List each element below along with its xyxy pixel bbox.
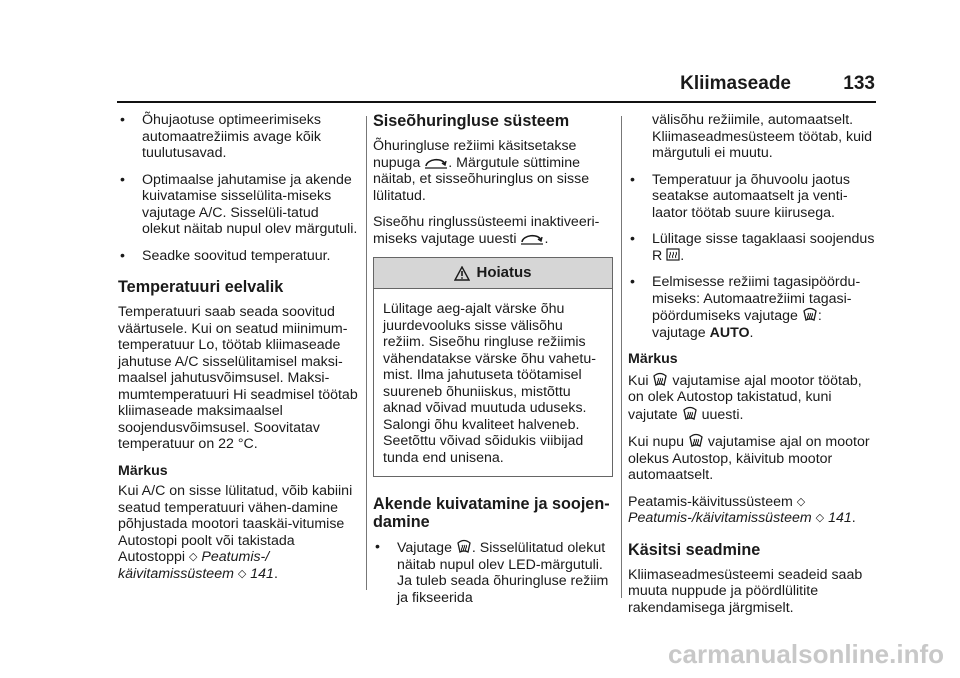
note-label: Märkus xyxy=(118,462,168,479)
defrost-icon xyxy=(682,406,698,422)
cross-reference: Peatamis-käivitussüsteem ◇ Peatumis-/käivitamissüsteem ◇ 141. xyxy=(628,493,856,526)
list-item: • Seadke soovitud temperatuur. xyxy=(120,247,331,264)
column-divider xyxy=(621,116,622,598)
section-heading: Temperatuuri eelvalik xyxy=(118,278,284,296)
list-item: • Õhujaotuse optimeerimiseks automaatrežiimis avage kõik tuulutusavad. xyxy=(120,112,321,161)
reference-page[interactable]: 141 xyxy=(250,565,274,582)
warning-title: Hoiatus xyxy=(476,263,532,281)
column-middle xyxy=(373,112,613,616)
column-divider xyxy=(366,116,367,590)
list-item: • Optimaalse jahutamise ja akende kuivatamise sisselülita-miseks vajutage A/C. Sisselüli-tatud olekut näitab nupul olev märgutuli. xyxy=(120,171,358,237)
paragraph: Temperatuuri saab seada soovitud väärtusele. Kui on seatud miinimum-temperatuur Lo, töötab kliimaseade jahutuse A/C sisselülitamisel maksi-maalsel jahutusvõimsusel. Maksi-mumtemperatuuri Hi seadmisel töötab kliimaseade maksimaalsel soojendusvõimsusel. Soovitatav temperatuur on 22 °C. xyxy=(118,304,358,452)
reference-arrow-icon: ◇ xyxy=(237,567,247,580)
reference-link[interactable]: Peatumis-/käivitamissüsteem xyxy=(628,510,812,526)
page-number: 133 xyxy=(843,73,875,94)
defrost-icon xyxy=(652,372,668,388)
header-rule xyxy=(117,101,876,103)
note-text: Kui nupu vajutamise ajal on mootor olekus Autostop, käivitub mootor automaatselt. xyxy=(628,434,870,483)
reference-arrow-icon: ◇ xyxy=(796,495,806,508)
paragraph: Õhuringluse režiimi käsitsetakse nupuga . Märgutule süttimine näitab, et sisseõhuringlus on sisse lülitatud. xyxy=(373,138,590,204)
paragraph: välisõhu režiimile, automaatselt. Kliimaseadmesüsteem töötab, kuid märgutuli ei muutu. xyxy=(652,112,873,161)
column-right xyxy=(628,112,876,626)
column-left xyxy=(118,112,358,592)
list-item: • Eelmisesse režiimi tagasipöördu-miseks: Automaatrežiimi tagasi-pöördumiseks vajutage : vajutage AUTO. xyxy=(630,274,861,341)
warning-box xyxy=(373,257,613,477)
note-label: Märkus xyxy=(628,351,678,367)
recirculation-icon xyxy=(520,232,544,246)
defrost-icon xyxy=(456,539,472,555)
defrost-icon xyxy=(688,433,704,449)
paragraph: Siseõhu ringlussüsteemi inaktiveeri-miseks vajutage uuesti . xyxy=(373,214,600,247)
section-heading: Siseõhuringluse süsteem xyxy=(373,112,570,130)
paragraph: Kliimaseadmesüsteemi seadeid saab muuta nuppude ja pöördlülitite rakendamisega järgmiselt. xyxy=(628,566,863,616)
page-header-title: Kliimaseade xyxy=(680,73,791,94)
note-text: Kui vajutamise ajal mootor töötab, on olek Autostop takistatud, kuni vajutate uuesti. xyxy=(628,372,862,423)
list-item: • Lülitage sisse tagaklaasi soojendus R . xyxy=(630,231,875,264)
reference-page[interactable]: 141 xyxy=(828,510,852,526)
section-heading: Akende kuivatamine ja soojen-damine xyxy=(373,495,610,531)
list-item: • Temperatuur ja õhuvoolu jaotus seatakse automaatselt ja venti-laator töötab suure kiirusega. xyxy=(630,171,850,221)
reference-link[interactable]: Peatumis-/ käivitamissüsteem xyxy=(118,549,270,582)
recirculation-icon xyxy=(424,156,448,170)
warning-text: Lülitage aeg-ajalt värske õhu juurdevooluks sisse välisõhu režiim. Siseõhu ringluse režiimis vähendatakse värske õhu vahetu-mist. Ilma jahutuseta töötamisel suureneb õhuniiskus, mistõttu aknad võivad muutuda uduseks. Salongi õhu kvaliteet halveneb. Seetõttu võivad sõidukis viibijad tunda end unisena. xyxy=(383,301,596,466)
section-heading: Käsitsi seadmine xyxy=(628,540,761,559)
note-text: Kui A/C on sisse lülitatud, võib kabiini seatud temperatuuri vähen-damine põhjustada mootori taaskäi-vitumise Autostopi poolt või takistada Autostoppi ◇ Peatumis-/ käivitamissüsteem ◇ 141. xyxy=(118,483,353,582)
warning-header xyxy=(374,258,612,289)
reference-arrow-icon: ◇ xyxy=(815,512,825,524)
list-item: • Vajutage . Sisselülitatud olekut näitab nupul olev LED-märgutuli. Ja tuleb seada õhuringluse režiim ja fikseerida xyxy=(375,539,609,606)
rear-defrost-icon xyxy=(666,248,680,263)
defrost-icon xyxy=(802,307,818,323)
reference-arrow-icon: ◇ xyxy=(189,551,198,563)
warning-triangle-icon xyxy=(454,266,470,281)
watermark: carmanualsonline.info xyxy=(668,639,944,669)
